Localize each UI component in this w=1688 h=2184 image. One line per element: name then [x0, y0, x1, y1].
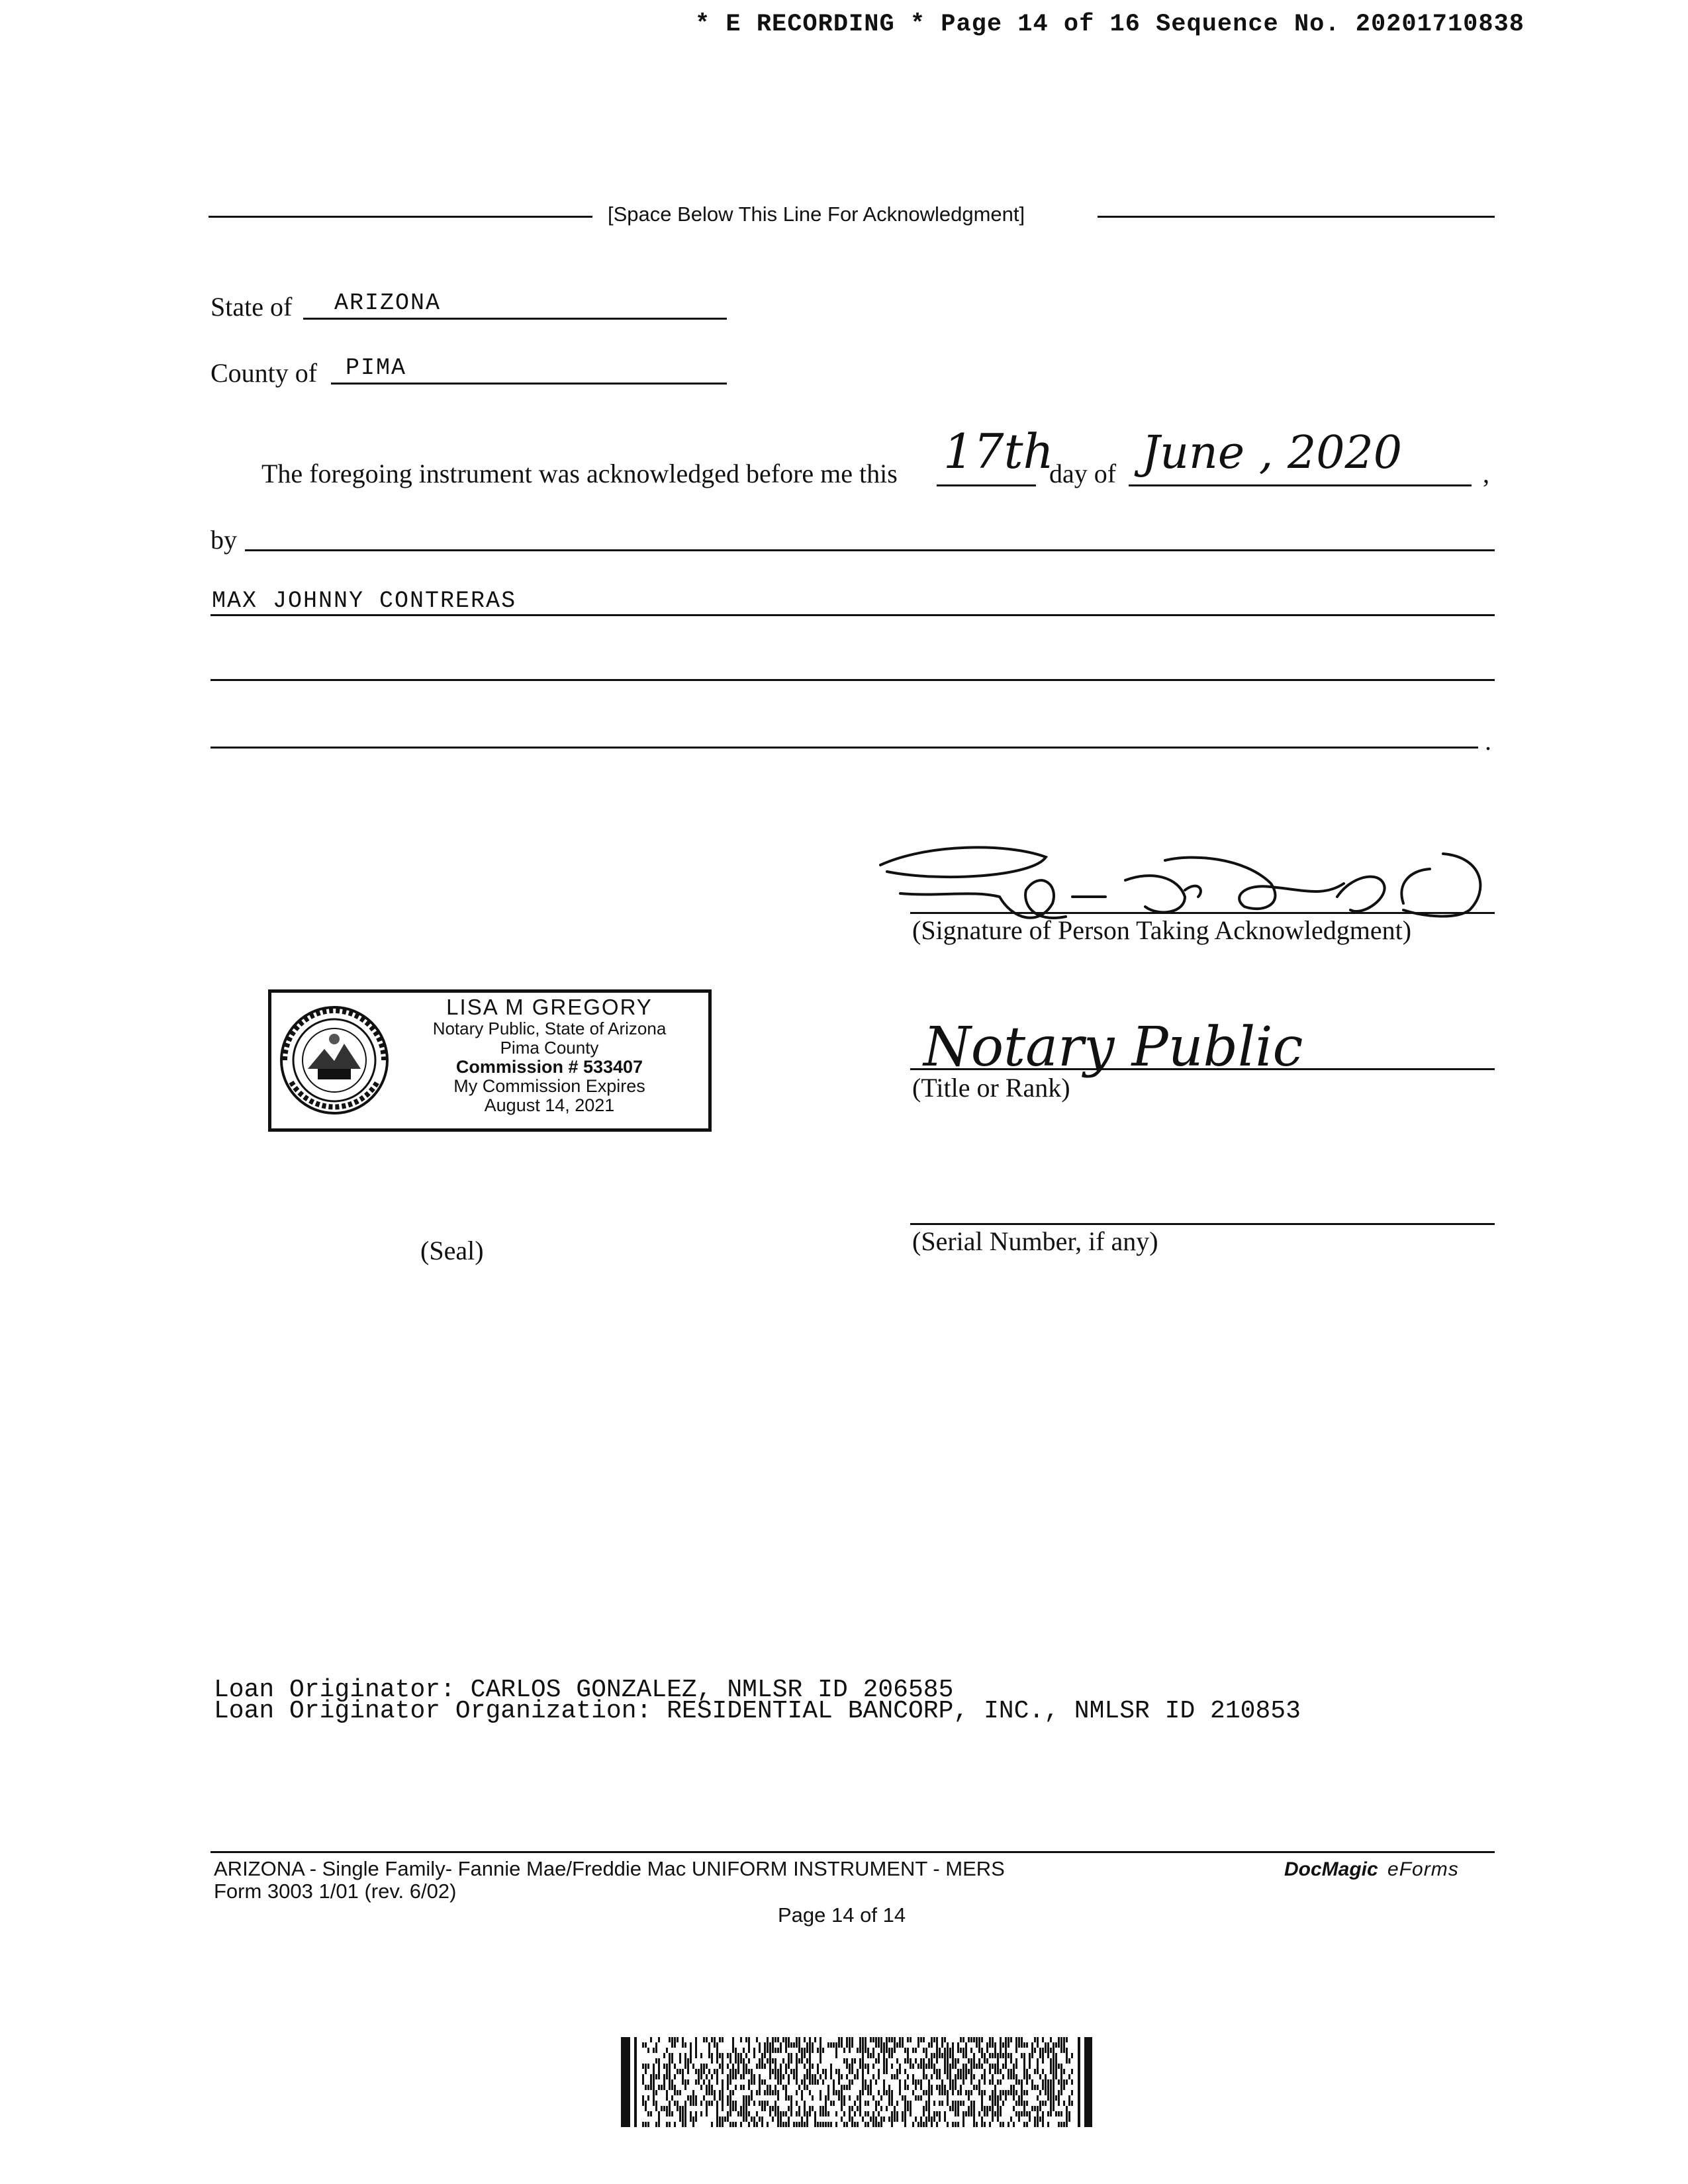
arizona-seal-icon	[278, 1003, 391, 1118]
county-underline	[331, 383, 727, 385]
docmagic-logo	[1284, 1858, 1459, 1881]
loan-originator: Loan Originator: CARLOS GONZALEZ, NMLSR ID 206585	[214, 1676, 954, 1704]
handwritten-title: Notary Public	[923, 1016, 1303, 1079]
blank-line-1	[211, 679, 1495, 681]
recording-header: * E RECORDING * Page 14 of 16 Sequence No. 20201710838	[695, 11, 1524, 38]
acknowledgment-text: The foregoing instrument was acknowledged before me this	[261, 459, 898, 488]
serial-underline	[910, 1223, 1495, 1225]
stamp-county: Pima County	[500, 1038, 599, 1058]
blank-line-period: .	[1485, 726, 1491, 756]
stamp-commission: Commission # 533407	[455, 1057, 643, 1077]
title-caption: (Title or Rank)	[912, 1073, 1070, 1103]
state-label: State of	[211, 292, 293, 322]
stamp-notary-name: LISA M GREGORY	[446, 995, 653, 1019]
by-underline	[245, 549, 1495, 551]
docmagic-brand: DocMagic	[1284, 1858, 1378, 1880]
signer-name: MAX JOHNNY CONTRERAS	[212, 588, 517, 614]
county-label: County of	[211, 358, 318, 388]
title-underline	[910, 1068, 1495, 1070]
day-underline	[937, 484, 1036, 486]
handwritten-day: 17th	[943, 424, 1054, 479]
day-of-label: day of	[1049, 459, 1117, 488]
state-underline	[303, 318, 727, 320]
serial-caption: (Serial Number, if any)	[912, 1226, 1158, 1256]
barcode-image	[621, 2037, 1092, 2127]
footer-page-number: Page 14 of 14	[778, 1903, 906, 1927]
signature-underline	[910, 912, 1495, 914]
stamp-notary-title: Notary Public, State of Arizona	[432, 1019, 667, 1038]
month-year-underline	[1129, 484, 1472, 486]
stamp-expires-date: August 14, 2021	[484, 1095, 615, 1115]
county-value: PIMA	[346, 355, 407, 381]
seal-caption: (Seal)	[420, 1236, 484, 1265]
acknowledgment-divider: [Space Below This Line For Acknowledgment]	[608, 203, 1025, 226]
notary-stamp	[268, 989, 712, 1132]
signer-underline	[211, 614, 1495, 616]
loan-originator-organization: Loan Originator Organization: RESIDENTIAL BANCORP, INC., NMLSR ID 210853	[214, 1697, 1301, 1725]
blank-line-2	[211, 747, 1478, 749]
footer-form-line-2: Form 3003 1/01 (rev. 6/02)	[214, 1880, 457, 1903]
by-label: by	[211, 525, 237, 555]
divider-rule-right	[1098, 216, 1495, 218]
state-value: ARIZONA	[334, 290, 442, 316]
stamp-expires-label: My Commission Expires	[453, 1076, 645, 1096]
trailing-comma: ,	[1483, 459, 1489, 488]
signature-caption: (Signature of Person Taking Acknowledgment)	[912, 915, 1412, 945]
handwritten-month-year: June , 2020	[1142, 427, 1402, 479]
divider-rule-left	[209, 216, 592, 218]
footer-rule	[211, 1851, 1495, 1853]
docmagic-brand-suffix: eForms	[1387, 1858, 1459, 1880]
footer-form-line-1: ARIZONA - Single Family- Fannie Mae/Freddie Mac UNIFORM INSTRUMENT - MERS	[214, 1857, 1005, 1880]
